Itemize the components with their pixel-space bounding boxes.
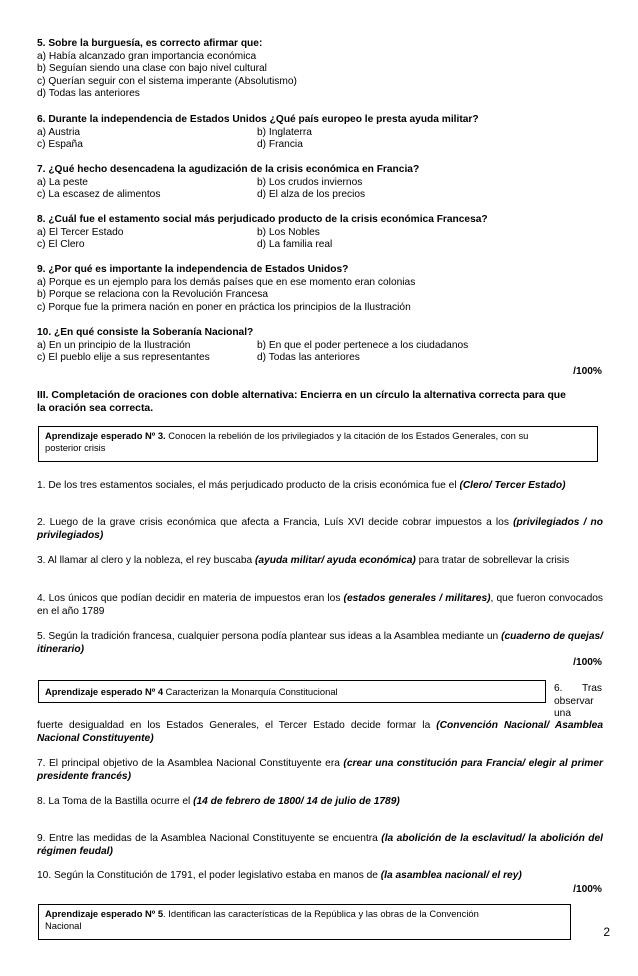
option-c: c) El Clero bbox=[37, 239, 85, 251]
option-b: b) En que el poder pertenece a los ciudadanos bbox=[257, 339, 469, 351]
sentence-text: 5. Según la tradición francesa, cualquier persona podía plantear sus ideas a la Asamblea mediante un bbox=[37, 631, 502, 642]
sentence-10 bbox=[37, 870, 603, 883]
outcome-label: Aprendizaje esperado Nº 3. bbox=[45, 430, 166, 441]
sentence-2 bbox=[37, 517, 603, 542]
question-7 bbox=[37, 164, 603, 202]
sentence-alternatives[interactable]: (ayuda militar/ ayuda económica) bbox=[255, 555, 416, 566]
sentence-9 bbox=[37, 833, 603, 858]
option-b: b) Inglaterra bbox=[257, 126, 312, 138]
question-5 bbox=[37, 38, 603, 101]
question-title: 10. ¿En qué consiste la Soberanía Nacional? bbox=[37, 327, 254, 338]
sentence-8 bbox=[37, 796, 603, 809]
question-title: 8. ¿Cuál fue el estamento social más perjudicado producto de la crisis económica Francesa? bbox=[37, 214, 488, 225]
outcome-text: Nacional bbox=[45, 920, 82, 931]
sentence-6 bbox=[37, 720, 603, 745]
sentence-text: fuerte desigualdad en los Estados Generales, el Tercer Estado decide formar la bbox=[37, 720, 437, 731]
sentence-text: 1. De los tres estamentos sociales, el más perjudicado producto de la crisis económica fue el bbox=[37, 480, 460, 491]
sentence-text: 2. Luego de la grave crisis económica que afecta a Francia, Luís XVI decide cobrar impuestos a los bbox=[37, 517, 514, 528]
sentence-text: 3. Al llamar al clero y la nobleza, el rey buscaba bbox=[37, 555, 256, 566]
sentence-text: 7. El principal objetivo de la Asamblea Nacional Constituyente era bbox=[37, 758, 344, 769]
sentence-1 bbox=[37, 480, 603, 493]
option-a: a) Austria bbox=[37, 126, 81, 138]
option-a: a) En un principio de la Ilustración bbox=[37, 339, 191, 351]
score-label: /100% bbox=[573, 657, 602, 668]
outcome-text: Caracterizan la Monarquía Constitucional bbox=[163, 686, 338, 697]
question-title: 5. Sobre la burguesía, es correcto afirmar que: bbox=[37, 38, 263, 49]
section-title-line: la oración sea correcta. bbox=[37, 402, 154, 414]
sentence-6-start: 6. Tras observar una bbox=[554, 683, 602, 720]
sentence-alternatives[interactable]: (estados generales / militares) bbox=[343, 593, 491, 604]
sentence-alternatives[interactable]: (la abolición de la esclavitud/ la abolición del régimen feudal) bbox=[37, 833, 604, 857]
outcome-label: Aprendizaje esperado Nº 4 bbox=[45, 686, 164, 697]
option-d: d) Francia bbox=[257, 139, 303, 151]
question-8 bbox=[37, 214, 603, 252]
option-c: c) España bbox=[37, 139, 83, 151]
sentence-text: 9. Entre las medidas de la Asamblea Nacional Constituyente se encuentra bbox=[37, 833, 382, 844]
option-d: d) La familia real bbox=[257, 239, 333, 251]
option: c) Querían seguir con el sistema imperante (Absolutismo) bbox=[37, 75, 297, 87]
option: a) Porque es un ejemplo para los demás países que en ese momento eran colonias bbox=[37, 276, 416, 288]
question-6 bbox=[37, 114, 603, 152]
sentence-alternatives[interactable]: (Convención Nacional/ Asamblea Nacional Constituyente) bbox=[37, 720, 604, 744]
outcome-label: Aprendizaje esperado Nº 5 bbox=[45, 908, 164, 919]
option: c) Porque fue la primera nación en poner en práctica los principios de la Ilustración bbox=[37, 301, 411, 313]
option-c: c) El pueblo elije a sus representantes bbox=[37, 352, 210, 364]
sentence-text: para tratar de sobrellevar la crisis bbox=[415, 555, 570, 566]
option-b: b) Los crudos inviernos bbox=[257, 176, 363, 188]
section-title-line: III. Completación de oraciones con doble alternativa: Encierra en un círculo la alternativa correcta para que bbox=[37, 390, 566, 401]
option-a: a) El Tercer Estado bbox=[37, 226, 124, 238]
page-number: 2 bbox=[603, 925, 610, 939]
score-label: /100% bbox=[573, 366, 602, 377]
sentence-3 bbox=[37, 555, 603, 568]
option-d: d) Todas las anteriores bbox=[257, 352, 360, 364]
outcome-text: posterior crisis bbox=[45, 442, 106, 453]
option-b: b) Los Nobles bbox=[257, 226, 320, 238]
section-3-title bbox=[37, 390, 603, 415]
sentence-alternatives[interactable]: (la asamblea nacional/ el rey) bbox=[380, 870, 522, 881]
sentence-4 bbox=[37, 593, 603, 618]
sentence-7 bbox=[37, 758, 603, 783]
sentence-alternatives[interactable]: (privilegiados / no privilegiados) bbox=[37, 517, 603, 541]
sentence-alternatives[interactable]: (cuaderno de quejas/ itinerario) bbox=[37, 631, 603, 655]
option-d: d) El alza de los precios bbox=[257, 189, 366, 201]
sentence-text: , que fueron convocados en el año 1789 bbox=[37, 593, 603, 617]
option: b) Seguían siendo una clase con bajo nivel cultural bbox=[37, 63, 267, 75]
learning-outcome-box-5 bbox=[38, 904, 571, 940]
question-9 bbox=[37, 264, 603, 314]
sentence-alternatives[interactable]: (14 de febrero de 1800/ 14 de julio de 1789) bbox=[193, 796, 400, 807]
option: a) Había alcanzado gran importancia económica bbox=[37, 50, 257, 62]
sentence-text: 4. Los únicos que podían decidir en materia de impuestos eran los bbox=[37, 593, 344, 604]
score-label: /100% bbox=[573, 884, 602, 895]
sentence-5 bbox=[37, 631, 603, 656]
sentence-text: 8. La Toma de la Bastilla ocurre el bbox=[37, 796, 194, 807]
outcome-text: . Identifican las características de la República y las obras de la Convención bbox=[163, 908, 479, 919]
sentence-alternatives[interactable]: (Clero/ Tercer Estado) bbox=[459, 480, 566, 491]
option: d) Todas las anteriores bbox=[37, 88, 140, 100]
option-c: c) La escasez de alimentos bbox=[37, 189, 161, 201]
learning-outcome-box-3 bbox=[38, 426, 598, 462]
learning-outcome-box-4 bbox=[38, 680, 546, 703]
option: b) Porque se relaciona con la Revolución Francesa bbox=[37, 289, 269, 301]
question-title: 9. ¿Por qué es importante la independencia de Estados Unidos? bbox=[37, 264, 349, 275]
sentence-alternatives[interactable]: (crear una constitución para Francia/ elegir al primer presidente francés) bbox=[37, 758, 603, 782]
outcome-text: Conocen la rebelión de los privilegiados y la citación de los Estados Generales, con su bbox=[165, 430, 529, 441]
question-title: 7. ¿Qué hecho desencadena la agudización de la crisis económica en Francia? bbox=[37, 164, 420, 175]
option-a: a) La peste bbox=[37, 176, 88, 188]
question-10 bbox=[37, 327, 603, 365]
question-title: 6. Durante la independencia de Estados Unidos ¿Qué país europeo le presta ayuda militar? bbox=[37, 114, 479, 125]
sentence-text: 10. Según la Constitución de 1791, el poder legislativo estaba en manos de bbox=[37, 870, 381, 881]
